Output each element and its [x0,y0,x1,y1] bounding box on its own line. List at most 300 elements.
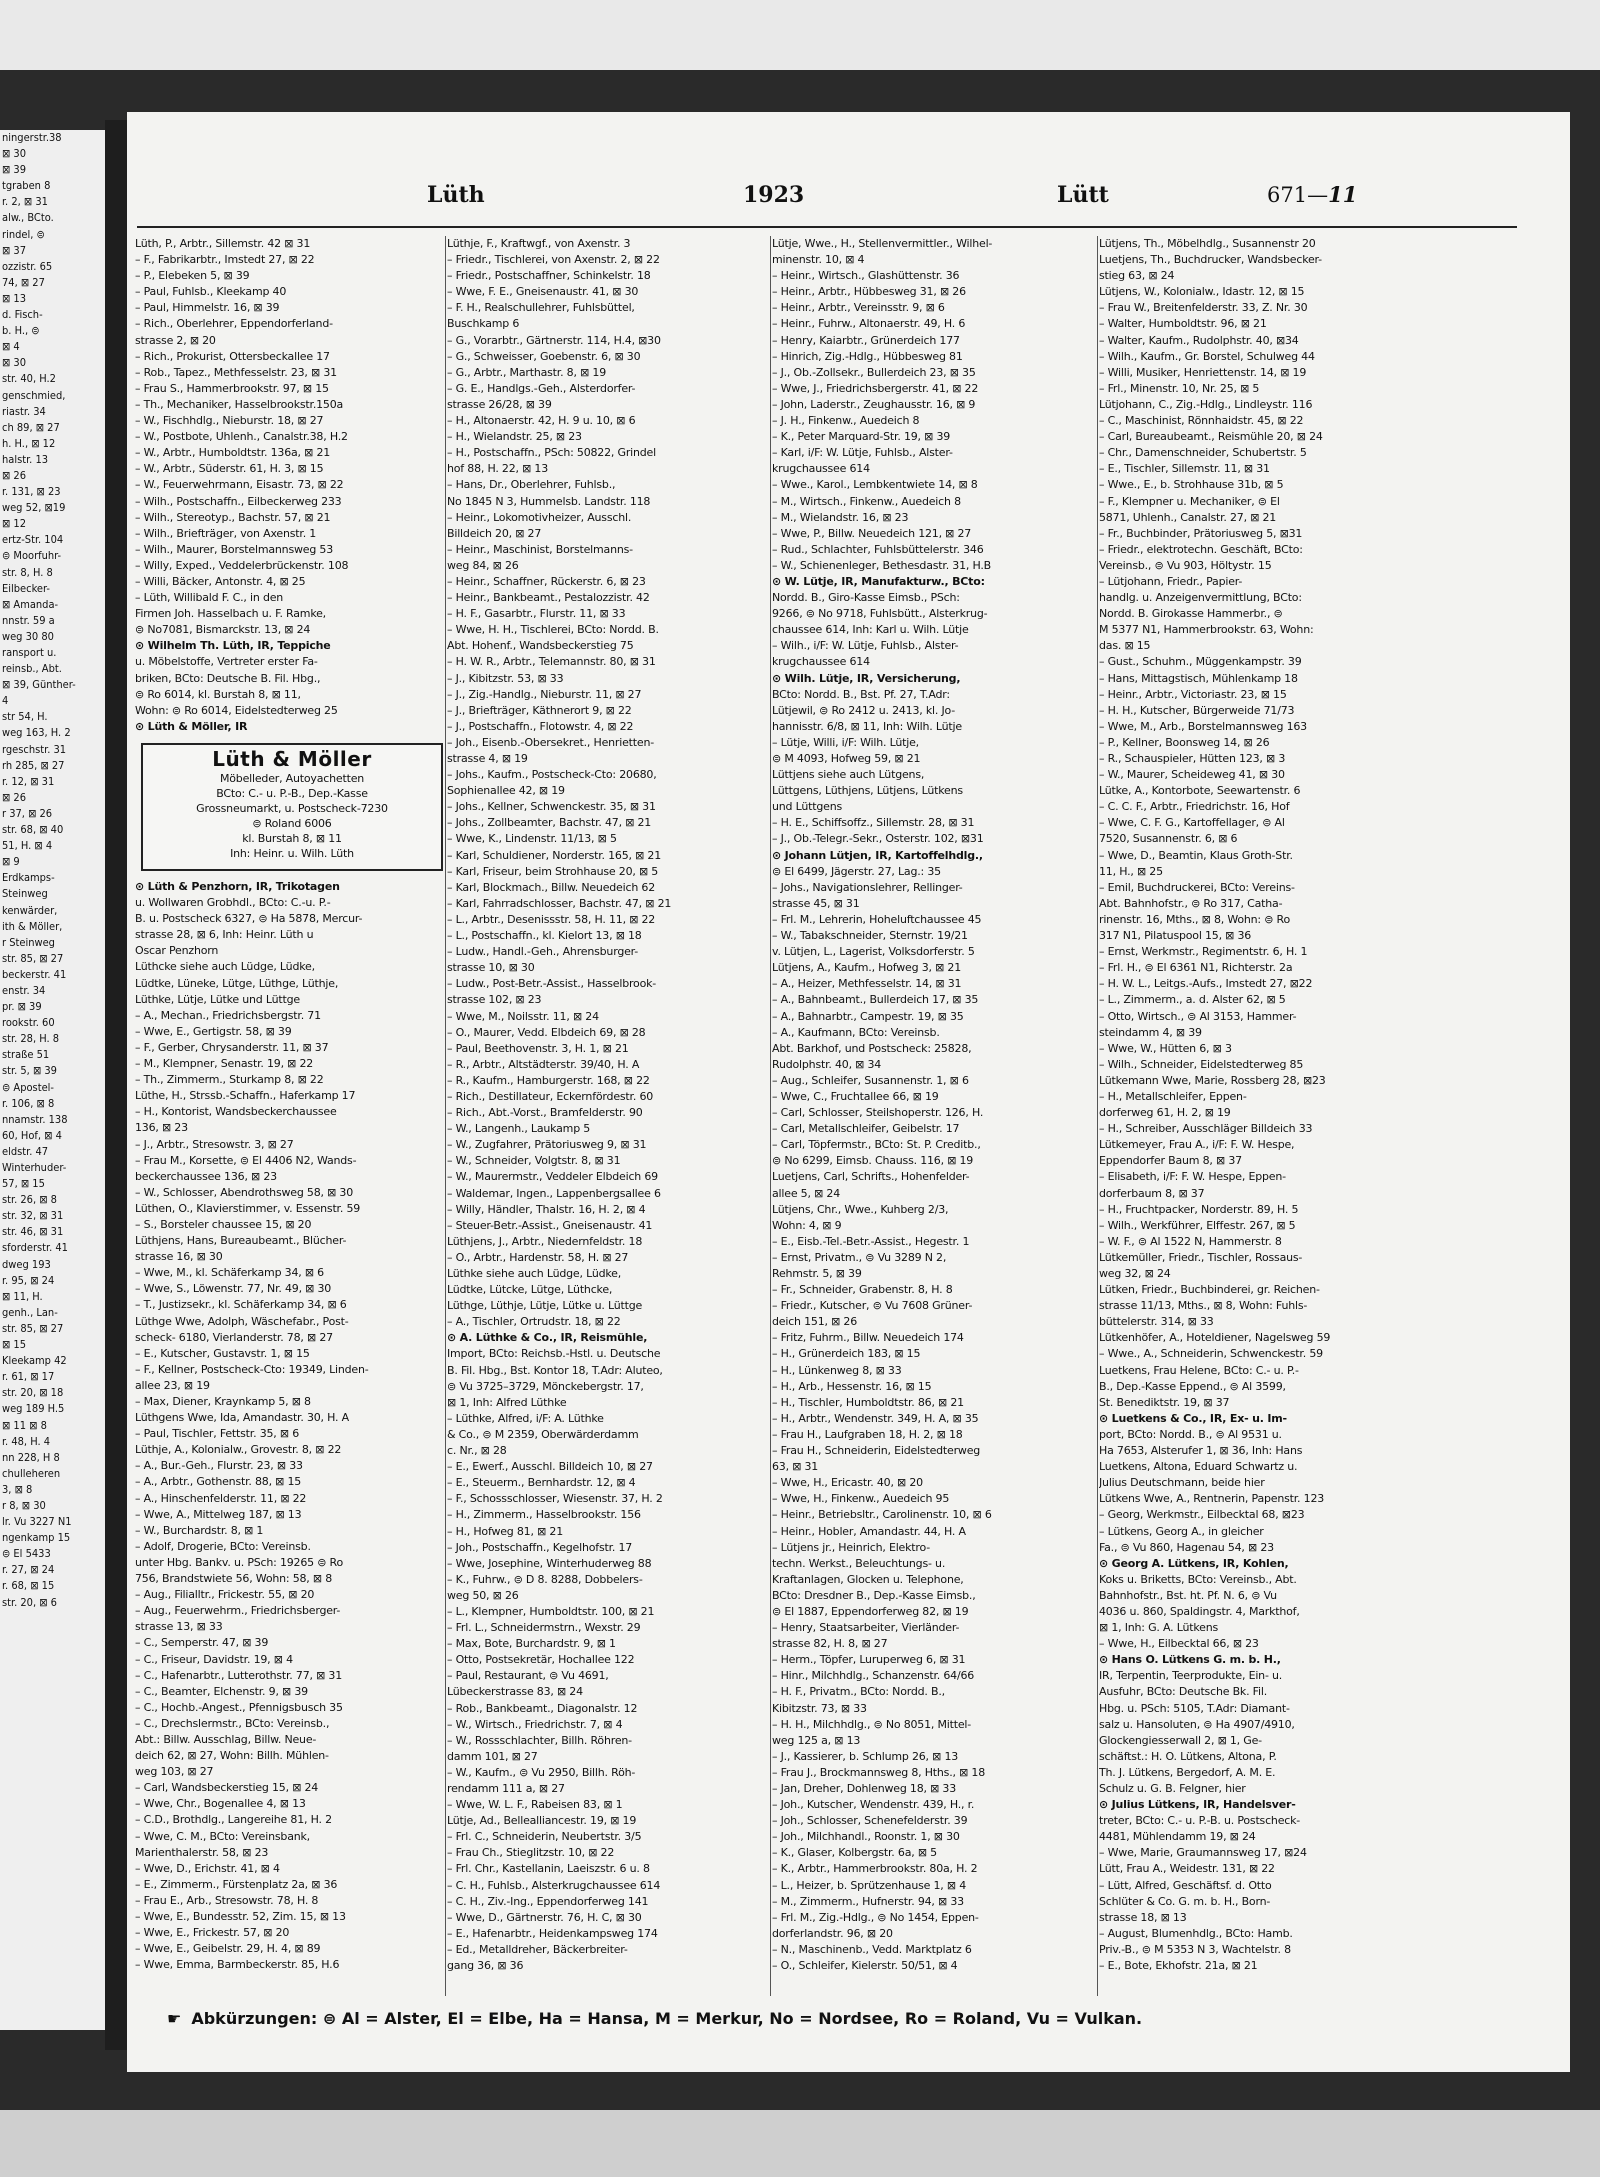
directory-entry-line: – Heinr., Arbtr., Vereinsstr. 9, ⊠ 6 [772,301,945,315]
directory-entry-line: Lüthjens, Hans, Bureaubeamt., Blücher- [135,1234,347,1248]
left-page-fragment: ⊠ Amanda- [2,597,59,611]
directory-entry-line: krugchaussee 614 [772,655,870,669]
directory-entry-line: – Frl. M., Lehrerin, Hoheluftchaussee 45 [772,912,982,926]
left-page-fragment: straße 51 [2,1048,50,1062]
directory-entry-line: – H., Metallschleifer, Eppen- [1099,1089,1247,1103]
directory-entry-line: – W., Rossschlachter, Billh. Röhren- [447,1733,632,1747]
directory-entry-line: – R., Schauspieler, Hütten 123, ⊠ 3 [1099,752,1286,765]
directory-entry-line: – Heinr., Arbtr., Hübbesweg 31, ⊠ 26 [772,285,966,299]
directory-entry-line: – Paul, Fuhlsb., Kleekamp 40 [135,285,287,299]
directory-entry-line: – Friedr., Postschaffner, Schinkelstr. 18 [447,269,651,283]
directory-entry-line: – H., Wielandstr. 25, ⊠ 23 [447,430,582,444]
directory-entry-line: büttelerstr. 314, ⊠ 33 [1099,1315,1214,1329]
directory-entry-line: ⊜ M 4093, Hofweg 59, ⊠ 21 [772,752,921,765]
directory-entry-line: – Ludw., Handl.-Geh., Ahrensburger- [447,945,639,959]
left-page-fragment: alw., BCto. [2,211,54,225]
directory-entry-line: – Wwe, P., Billw. Neuedeich 121, ⊠ 27 [772,526,972,540]
page-number: 671—11 [1267,182,1358,207]
directory-entry-line: 4036 u. 860, Spaldingstr. 4, Markthof, [1099,1604,1300,1618]
left-page-fragment: str. 32, ⊠ 31 [2,1209,64,1223]
directory-entry-line: Ausfuhr, BCto: Deutsche Bk. Fil. [1099,1685,1268,1699]
directory-entry-line: & Co., ⊜ M 2359, Oberwärderdamm [447,1427,639,1441]
directory-entry-line: – Wwe, D., Gärtnerstr. 76, H. C, ⊠ 30 [447,1910,642,1924]
directory-entry-line: ⊙ Wilh. Lütje, IR, Versicherung, [772,671,961,685]
left-page-fragment: 57, ⊠ 15 [2,1177,45,1191]
directory-entry-line: scheck- 6180, Vierlanderstr. 78, ⊠ 27 [135,1330,333,1344]
directory-entry-line: Lüth, P., Arbtr., Sillemstr. 42 ⊠ 31 [135,237,311,250]
directory-entry-line: – Wwe, Josephine, Winterhuderweg 88 [447,1556,652,1570]
left-page-fragment: str. 20, ⊠ 6 [2,1595,57,1609]
directory-entry-line: – Karl, Blockmach., Billw. Neuedeich 62 [447,880,655,894]
directory-entry-line: gang 36, ⊠ 36 [447,1959,524,1973]
directory-entry-line: ⊙ Julius Lütkens, IR, Handelsver- [1099,1798,1296,1812]
left-page-fragment: r. 48, H. 4 [2,1434,51,1448]
directory-entry-line: – K., Glaser, Kolbergstr. 6a, ⊠ 5 [772,1846,937,1860]
directory-entry-line: – Frl. C., Schneiderin, Neubertstr. 3/5 [447,1830,642,1844]
directory-entry-line: Lütjewil, ⊜ Ro 2412 u. 2413, kl. Jo- [772,703,956,717]
directory-entry-line: ⊜ Vu 3725–3729, Mönckebergstr. 17, [447,1379,644,1393]
left-page-fragment: nnstr. 59 a [2,613,55,627]
directory-entry-line: – Karl, Friseur, beim Strohhause 20, ⊠ 5 [447,864,659,878]
left-page-fragment: ngenkamp 15 [2,1531,71,1545]
directory-entry-line: – J., Kibitzstr. 53, ⊠ 33 [447,671,564,685]
directory-entry-line: – C., Semperstr. 47, ⊠ 39 [135,1636,269,1650]
directory-entry-line: – E., Zimmerm., Fürstenplatz 2a, ⊠ 36 [135,1877,338,1891]
directory-entry-line: – Wwe, C. F. G., Kartoffellager, ⊜ Al [1099,816,1285,830]
left-page-fragment: weg 163, H. 2 [2,726,71,740]
directory-entry-line: – H. F., Gasarbtr., Flurstr. 11, ⊠ 33 [447,607,626,621]
directory-entry-line: IR, Terpentin, Teerprodukte, Ein- u. [1099,1669,1283,1683]
directory-entry-line: – M., Zimmerm., Hufnerstr. 94, ⊠ 33 [772,1894,964,1908]
directory-entry-line: treter, BCto: C.- u. P.-B. u. Postscheck- [1099,1814,1301,1828]
directory-entry-line: ⊜ No 6299, Eimsb. Chauss. 116, ⊠ 19 [772,1154,974,1168]
left-page-fragment: r. 106, ⊠ 8 [2,1096,55,1110]
directory-entry-line: – L., Arbtr., Desenissstr. 58, H. 11, ⊠ 22 [447,912,656,926]
directory-entry-line: – Wwe, H., Ericastr. 40, ⊠ 20 [772,1476,923,1490]
directory-entry-line: Bahnhofstr., Bst. ht. Pf. N. 6, ⊜ Vu [1099,1588,1277,1602]
directory-entry-line: Buschkamp 6 [447,317,520,331]
directory-entry-line: – C., Beamter, Elchenstr. 9, ⊠ 39 [135,1684,308,1698]
directory-entry-line: – Otto, Postsekretär, Hochallee 122 [447,1653,635,1667]
directory-entry-line: – Frau H., Schneiderin, Eidelstedterweg [772,1444,981,1458]
left-page-fragment: r 37, ⊠ 26 [2,806,53,820]
directory-column-2 [447,236,770,1976]
directory-entry-line: ⊙ Georg A. Lütkens, IR, Kohlen, [1099,1556,1289,1570]
directory-entry-line: – A., Bur.-Geh., Flurstr. 23, ⊠ 33 [135,1459,303,1473]
directory-entry-line: 63, ⊠ 31 [772,1460,819,1474]
directory-entry-line: – W., Fischhdlg., Nieburstr. 18, ⊠ 27 [135,414,324,428]
directory-entry-line: – Wwe, E., Bundesstr. 52, Zim. 15, ⊠ 13 [135,1910,346,1923]
directory-entry-line: Lütkens Wwe, A., Rentnerin, Papenstr. 123 [1099,1492,1325,1506]
directory-entry-line: – Aug., Schleifer, Susannenstr. 1, ⊠ 6 [772,1073,969,1087]
left-page-fragment: Kleekamp 42 [2,1354,67,1368]
directory-entry-line: 317 N1, Pilatuspool 15, ⊠ 36 [1099,929,1252,943]
directory-entry-line: – C.D., Brothdlg., Langereihe 81, H. 2 [135,1813,332,1827]
directory-entry-line: – Fr., Schneider, Grabenstr. 8, H. 8 [772,1283,953,1297]
directory-entry-line: Lübeckerstrasse 83, ⊠ 24 [447,1685,583,1699]
directory-entry-line: – Wilh., Maurer, Borstelmannsweg 53 [135,542,334,556]
directory-entry-line: Lüthge Wwe, Adolph, Wäschefabr., Post- [135,1314,349,1328]
left-page-fragment: kenwärder, [2,903,58,917]
directory-entry-line: – Wwe, Emma, Barmbeckerstr. 85, H.6 [135,1958,340,1972]
directory-entry-line: Lüthje, A., Kolonialw., Grovestr. 8, ⊠ 22 [135,1443,342,1457]
directory-entry-line: Lüthe, H., Strssb.-Schaffn., Haferkamp 17 [135,1089,356,1103]
directory-entry-line: – Wilh., Stereotyp., Bachstr. 57, ⊠ 21 [135,510,331,524]
directory-entry-line: Lüthge, Lüthje, Lütje, Lütke u. Lüttge [447,1299,643,1313]
directory-entry-line: – Lütkens, Georg A., in gleicher [1099,1524,1264,1538]
header-right-keyword: Lütt [1057,182,1109,208]
directory-entry-line: – August, Blumenhdlg., BCto: Hamb. [1099,1926,1293,1940]
header-year: 1923 [743,182,805,208]
directory-entry-line: – Wwe, M., Noilsstr. 11, ⊠ 24 [447,1009,599,1023]
directory-entry-line: – A., Mechan., Friedrichsbergstr. 71 [135,1008,321,1022]
directory-entry-line: – Joh., Schlosser, Schenefelderstr. 39 [772,1814,968,1828]
directory-entry-line: – Joh., Postschaffn., Kegelhofstr. 17 [447,1540,633,1554]
directory-entry-line [135,1973,453,1976]
directory-entry-line: – Frl., Minenstr. 10, Nr. 25, ⊠ 5 [1099,381,1260,395]
directory-entry-line: – H., Kontorist, Wandsbeckerchaussee [135,1105,337,1119]
directory-entry-line: steindamm 4, ⊠ 39 [1099,1025,1202,1039]
directory-entry-line: dorferweg 61, H. 2, ⊠ 19 [1099,1106,1231,1120]
directory-entry-line: – C., Drechslermstr., BCto: Vereinsb., [135,1716,330,1730]
left-page-fragment: str. 85, ⊠ 27 [2,951,64,965]
left-page-fragment: ⊠ 15 [2,1338,27,1352]
directory-entry-line: – Ed., Metalldreher, Bäckerbreiter- [447,1942,628,1956]
left-page-fragment: str. 20, ⊠ 18 [2,1386,64,1400]
directory-entry-line: das. ⊠ 15 [1099,639,1151,653]
column-divider [1097,236,1098,1996]
left-page-fragment: ⊠ 11 ⊠ 8 [2,1418,47,1432]
directory-entry-line: Lütjohann, C., Zig.-Hdlg., Lindleystr. 116 [1099,397,1313,411]
directory-entry-line: Lüthke, Lütje, Lütke und Lüttge [135,992,300,1006]
directory-entry-line: – Walter, Humboldtstr. 96, ⊠ 21 [1099,317,1267,331]
directory-entry-line: ⊙ W. Lütje, IR, Manufakturw., BCto: [772,574,985,588]
directory-entry-line: weg 32, ⊠ 24 [1099,1267,1171,1280]
scan-top-margin [0,0,1600,70]
directory-entry-line: – J., Ob.-Zollsekr., Bullerdeich 23, ⊠ 35 [772,365,976,379]
left-page-fragment: r Steinweg [2,935,55,949]
directory-entry-line: – Wwe., Karol., Lembkentwiete 14, ⊠ 8 [772,478,978,492]
directory-entry-line: – H. H., Milchhdlg., ⊜ No 8051, Mittel- [772,1717,972,1731]
left-page-fragment: pr. ⊠ 39 [2,1000,42,1014]
directory-entry-line: Oscar Penzhorn [135,944,219,958]
directory-entry-line: – E., Hafenarbtr., Heidenkampsweg 174 [447,1926,658,1940]
header-left-keyword: Lüth [427,182,485,208]
directory-entry-line: ⊙ A. Lüthke & Co., IR, Reismühle, [447,1331,648,1345]
directory-entry-line: Lüdtke, Lütcke, Lütge, Lüthcke, [447,1283,613,1297]
directory-entry-line: – F., Kellner, Postscheck-Cto: 19349, Linden- [135,1362,369,1376]
header-rule [137,226,1517,228]
left-page-fragment: weg 52, ⊠19 [2,501,66,515]
directory-entry-line: – Rich., Oberlehrer, Eppendorferland- [135,317,333,331]
directory-entry-line: Marienthalerstr. 58, ⊠ 23 [135,1845,269,1859]
directory-entry-line: – A., Heizer, Methfesselstr. 14, ⊠ 31 [772,977,962,991]
directory-entry-line: – Wwe, W. L. F., Rabeisen 83, ⊠ 1 [447,1798,623,1812]
directory-entry-line: B., Dep.-Kasse Eppend., ⊜ Al 3599, [1099,1379,1286,1393]
directory-entry-line: – H., Hofweg 81, ⊠ 21 [447,1524,563,1538]
directory-entry-line: Lütken, Friedr., Buchbinderei, gr. Reichen- [1099,1283,1320,1297]
directory-entry-line: – H. W. R., Arbtr., Telemannstr. 80, ⊠ 31 [447,655,656,669]
directory-entry-line: – C., Hochb.-Angest., Pfennigsbusch 35 [135,1700,343,1714]
directory-entry-line: – P., Elebeken 5, ⊠ 39 [135,269,250,283]
directory-entry-line: allee 23, ⊠ 19 [135,1378,210,1392]
directory-entry-line: – L., Zimmerm., a. d. Alster 62, ⊠ 5 [1099,993,1286,1007]
directory-entry-line: Lüdtke, Lüneke, Lütge, Lüthge, Lüthje, [135,976,339,990]
directory-entry-line: – Heinr., Maschinist, Borstelmanns- [447,542,633,556]
directory-entry-line: – J., Kassierer, b. Schlump 26, ⊠ 13 [772,1749,959,1763]
left-page-fragment: r 8, ⊠ 30 [2,1498,46,1512]
directory-entry-line: Lüttgens, Lüthjens, Lütjens, Lütkens [772,784,963,798]
directory-entry-line: – G. E., Handlgs.-Geh., Alsterdorfer- [447,381,636,395]
directory-entry-line: Lütkemüller, Friedr., Tischler, Rossaus- [1099,1250,1303,1264]
left-page-fragment: ningerstr.38 [2,131,62,144]
left-page-fragment: 51, H. ⊠ 4 [2,839,53,853]
directory-entry-line: – Wwe, Marie, Graumannsweg 17, ⊠24 [1099,1846,1307,1860]
directory-entry-line: – Wwe, D., Erichstr. 41, ⊠ 4 [135,1861,280,1875]
directory-entry-line: dorferbaum 8, ⊠ 37 [1099,1186,1205,1200]
directory-entry-line: strasse 16, ⊠ 30 [135,1250,223,1264]
directory-entry-line: – Rich., Prokurist, Ottersbeckallee 17 [135,349,330,363]
left-page-fragment: r. 27, ⊠ 24 [2,1563,55,1577]
directory-entry-line: – Joh., Eisenb.-Obersekret., Henrietten- [447,735,655,749]
directory-entry-line: – Ernst, Privatm., ⊜ Vu 3289 N 2, [772,1250,947,1264]
directory-entry-line: – K., Fuhrw., ⊜ D 8. 8288, Dobbelers- [447,1572,643,1586]
directory-entry-line: – M., Wielandstr. 16, ⊠ 23 [772,510,909,524]
directory-entry-line: – M., Wirtsch., Finkenw., Auedeich 8 [772,494,961,508]
directory-entry-line: – Carl, Töpfermstr., BCto: St. P. Creditb., [772,1138,981,1152]
directory-entry-line: – Max, Bote, Burchardstr. 9, ⊠ 1 [447,1637,616,1651]
directory-entry-line: – L., Postschaffn., kl. Kielort 13, ⊠ 18 [447,929,642,943]
directory-entry-line: – Heinr., Wirtsch., Glashüttenstr. 36 [772,269,960,283]
left-page-fragment: str. 68, ⊠ 40 [2,823,64,837]
directory-entry-line: ⊠ 1, Inh: G. A. Lütkens [1099,1621,1219,1635]
directory-entry-line: Lüthje, F., Kraftwgf., von Axenstr. 3 [447,237,631,250]
directory-page [127,112,1570,2072]
directory-entry-line: – W., Burchardstr. 8, ⊠ 1 [135,1523,264,1537]
directory-entry-line: Lüthjens, J., Arbtr., Niedernfeldstr. 18 [447,1234,643,1248]
directory-entry-line: weg 84, ⊠ 26 [447,558,519,572]
directory-entry-line: – K., Peter Marquard-Str. 19, ⊠ 39 [772,430,951,444]
scan-bottom-margin [0,2110,1600,2177]
directory-entry-line: – Wwe., E., b. Strohhause 31b, ⊠ 5 [1099,478,1284,492]
pointing-hand-icon: ☛ [167,2009,182,2028]
left-page-fragment: b. H., ⊜ [2,324,40,338]
left-page-fragment: d. Fisch- [2,308,43,322]
directory-entry-line: Koks u. Briketts, BCto: Vereinsb., Abt. [1099,1572,1297,1586]
left-page-fragment: ith & Möller, [2,919,63,933]
directory-entry-line: Abt. Bahnhofstr., ⊜ Ro 317, Catha- [1099,896,1283,910]
directory-entry-line: Julius Deutschmann, beide hier [1099,1476,1265,1490]
directory-entry-line: – W., Arbtr., Süderstr. 61, H. 3, ⊠ 15 [135,462,324,476]
directory-entry-line: B. u. Postscheck 6327, ⊜ Ha 5878, Mercur- [135,912,363,926]
directory-entry-line: – Carl, Wandsbeckerstieg 15, ⊠ 24 [135,1781,319,1795]
directory-entry-line: ⊜ El 1887, Eppendorferweg 82, ⊠ 19 [772,1604,969,1618]
directory-entry-line: – Wilh., Postschaffn., Eilbeckerweg 233 [135,494,342,508]
directory-entry-line: – Rich., Abt.-Vorst., Bramfelderstr. 90 [447,1106,643,1120]
directory-entry-line: ⊜ El 6499, Jägerstr. 27, Lag.: 35 [772,864,941,878]
directory-entry-line: – Frau H., Laufgraben 18, H. 2, ⊠ 18 [772,1427,963,1441]
directory-entry-line: – Th., Mechaniker, Hasselbrookstr.150a [135,397,344,411]
directory-entry-line: – Frau Ch., Stieglitzstr. 10, ⊠ 22 [447,1846,615,1860]
left-page-fragment: dweg 193 [2,1257,51,1271]
left-page-fragment: str. 85, ⊠ 27 [2,1321,64,1335]
directory-entry-line: – Wwe., A., Schneiderin, Schwenckestr. 59 [1099,1347,1323,1361]
directory-entry-line: Lütje, Ad., Bellealliancestr. 19, ⊠ 19 [447,1814,637,1828]
left-page-fragment: sforderstr. 41 [2,1241,68,1255]
directory-entry-line: – Wwe, E., Gertigstr. 58, ⊠ 39 [135,1024,292,1038]
directory-entry-line: handlg. u. Anzeigenvermittlung, BCto: [1099,591,1302,605]
directory-entry-line: – Paul, Tischler, Fettstr. 35, ⊠ 6 [135,1427,299,1441]
directory-entry-line: – Hans, Mittagstisch, Mühlenkamp 18 [1099,671,1298,685]
directory-entry-line: ⊙ Hans O. Lütkens G. m. b. H., [1099,1653,1281,1667]
directory-entry-line: – Wilh., Kaufm., Gr. Borstel, Schulweg 44 [1099,349,1315,363]
directory-entry-line: – J., Arbtr., Stresowstr. 3, ⊠ 27 [135,1137,294,1151]
directory-entry-line: – W., Arbtr., Humboldtstr. 136a, ⊠ 21 [135,446,331,460]
directory-entry-line: – Wwe, E., Geibelstr. 29, H. 4, ⊠ 89 [135,1942,321,1956]
directory-entry-line: weg 50, ⊠ 26 [447,1588,519,1602]
left-page-fragment: ⊠ 30 [2,147,27,161]
directory-entry-line: – Fr., Buchbinder, Prätoriusweg 5, ⊠31 [1099,526,1303,540]
directory-entry-line: ⊜ Ro 6014, kl. Burstah 8, ⊠ 11, [135,687,301,701]
directory-entry-line: – O., Arbtr., Hardenstr. 58, H. ⊠ 27 [447,1250,629,1264]
directory-entry-line: – Frl. H., ⊜ El 6361 N1, Richterstr. 2a [1099,961,1293,975]
directory-entry-line: – A., Kaufmann, BCto: Vereinsb. [772,1025,940,1039]
directory-entry-line: St. Benediktstr. 19, ⊠ 37 [1099,1395,1230,1409]
directory-entry-line: – Gust., Schuhm., Müggenkampstr. 39 [1099,655,1302,669]
left-page-fragment: str. 40, H.2 [2,372,56,386]
left-page-fragment: r. 68, ⊠ 15 [2,1579,55,1593]
directory-column-1 [135,236,453,1976]
directory-entry-line: Rudolphstr. 40, ⊠ 34 [772,1057,882,1071]
directory-entry-line: – O., Maurer, Vedd. Elbdeich 69, ⊠ 28 [447,1025,646,1039]
directory-entry-line: – Lütjens jr., Heinrich, Elektro- [772,1540,930,1554]
left-page-fragment: Eilbecker- [2,581,50,595]
left-page-fragment: 60, Hof, ⊠ 4 [2,1128,62,1142]
directory-entry-line: – Friedr., elektrotechn. Geschäft, BCto: [1099,542,1303,556]
directory-entry-line: strasse 82, H. 8, ⊠ 27 [772,1637,888,1651]
left-page-fragment: ⊠ 26 [2,468,27,482]
directory-entry-line: strasse 18, ⊠ 13 [1099,1910,1187,1924]
directory-entry-line: – Heinr., Bankbeamt., Pestalozzistr. 42 [447,591,650,605]
directory-entry-line: Kibitzstr. 73, ⊠ 33 [772,1701,867,1715]
directory-entry-line: Hbg. u. PSch: 5105, T.Adr: Diamant- [1099,1701,1290,1715]
directory-entry-line: – Ludw., Post-Betr.-Assist., Hasselbrook- [447,977,657,991]
directory-entry-line: – Wwe, J., Friedrichsbergerstr. 41, ⊠ 22 [772,381,979,395]
directory-entry-line: – J., Zig.-Handlg., Nieburstr. 11, ⊠ 27 [447,687,642,701]
directory-entry-line: Luetjens, Carl, Schrifts., Hohenfelder- [772,1170,970,1184]
directory-entry-line: Firmen Joh. Hasselbach u. F. Ramke, [135,607,326,621]
directory-entry-line: rendamm 111 a, ⊠ 27 [447,1782,565,1795]
directory-entry-line: – C., Hafenarbtr., Lutterothstr. 77, ⊠ 31 [135,1668,342,1682]
directory-entry-line: Lütt, Frau A., Weidestr. 131, ⊠ 22 [1099,1862,1275,1876]
directory-entry-line: strasse 4, ⊠ 19 [447,752,528,765]
directory-entry-line: – Paul, Restaurant, ⊜ Vu 4691, [447,1669,609,1683]
directory-entry-line: – F., Gerber, Chrysanderstr. 11, ⊠ 37 [135,1040,329,1054]
abbreviations-footer [167,2009,1467,2028]
directory-entry-line: Wohn: 4, ⊠ 9 [772,1218,842,1232]
directory-entry-line: techn. Werkst., Beleuchtungs- u. [772,1556,946,1570]
directory-entry-line: Luetjens, Th., Buchdrucker, Wandsbecker- [1099,253,1322,267]
directory-entry-line: Glockengiesserwall 2, ⊠ 1, Ge- [1099,1733,1262,1747]
directory-entry-line: – Wilh., Schneider, Eidelstedterweg 85 [1099,1057,1304,1071]
directory-entry-line: Lüthen, O., Klavierstimmer, v. Essenstr. 59 [135,1201,361,1215]
directory-entry-line: – Wwe, S., Löwenstr. 77, Nr. 49, ⊠ 30 [135,1282,332,1296]
directory-entry-line: Abt. Barkhof, und Postscheck: 25828, [772,1041,972,1055]
directory-entry-line: – Heinr., Arbtr., Victoriastr. 23, ⊠ 15 [1099,687,1287,701]
directory-entry-line: – P., Kellner, Boonsweg 14, ⊠ 26 [1099,735,1270,749]
directory-entry-line: – Heinr., Betriebsltr., Carolinenstr. 10, ⊠ 6 [772,1508,992,1522]
directory-entry-line: – G., Arbtr., Marthastr. 8, ⊠ 19 [447,365,606,379]
left-page-fragment: eldstr. 47 [2,1144,49,1158]
directory-entry-line: – W., Wirtsch., Friedrichstr. 7, ⊠ 4 [447,1717,623,1731]
left-page-fragment: str. 28, H. 8 [2,1032,60,1046]
left-page-fragment: ransport u. [2,646,57,659]
directory-entry-line: Lütjens, Th., Möbelhdlg., Susannenstr 20 [1099,237,1316,250]
directory-entry-line: Luetkens, Altona, Eduard Schwartz u. [1099,1460,1298,1474]
directory-entry-line: – W., Schlosser, Abendrothsweg 58, ⊠ 30 [135,1185,354,1199]
directory-entry-line: – Friedr., Kutscher, ⊜ Vu 7608 Grüner- [772,1299,973,1313]
directory-entry-line: – H., Arb., Hessenstr. 16, ⊠ 15 [772,1379,932,1393]
directory-entry-line: – W., Zugfahrer, Prätoriusweg 9, ⊠ 31 [447,1138,647,1152]
directory-entry-line: stieg 63, ⊠ 24 [1099,269,1175,283]
directory-entry-line: ⊠ 1, Inh: Alfred Lüthke [447,1395,567,1409]
directory-entry-line: – Karl, i/F: W. Lütje, Fuhlsb., Alster- [772,446,953,460]
directory-entry-line: strasse 10, ⊠ 30 [447,961,535,975]
left-page-edge [0,130,107,2030]
left-page-fragment: reinsb., Abt. [2,662,62,676]
directory-entry-line: – Rich., Destillateur, Eckernfördestr. 60 [447,1089,654,1103]
directory-entry-line [1099,1974,1422,1976]
left-page-fragment: 4 [2,694,9,708]
directory-entry-line: – Wilh., Werkführer, Elffestr. 267, ⊠ 5 [1099,1218,1296,1232]
directory-entry-line: – R., Arbtr., Altstädterstr. 39/40, H. A [447,1057,640,1071]
directory-entry-line: strasse 13, ⊠ 33 [135,1620,223,1634]
directory-entry-line: – T., Justizsekr., kl. Schäferkamp 34, ⊠ 6 [135,1298,347,1312]
directory-entry-line: – Wwe, Chr., Bogenallee 4, ⊠ 13 [135,1797,306,1811]
directory-entry-line: – Adolf, Drogerie, BCto: Vereinsb. [135,1539,311,1553]
directory-entry-line: port, BCto: Nordd. B., ⊜ Al 9531 u. [1099,1427,1282,1441]
directory-entry-line: – H., Schreiber, Ausschläger Billdeich 33 [1099,1122,1313,1136]
directory-entry-line: – W., Tabakschneider, Sternstr. 19/21 [772,929,968,943]
directory-entry-line: – John, Laderstr., Zeughausstr. 16, ⊠ 9 [772,397,976,411]
directory-entry-line: ⊙ Johann Lütjen, IR, Kartoffelhdlg., [772,848,983,862]
left-page-fragment: Winterhuder- [2,1161,67,1174]
directory-entry-line: – Wwe, D., Beamtin, Klaus Groth-Str. [1099,848,1293,862]
directory-entry-line: – C., Friseur, Davidstr. 19, ⊠ 4 [135,1652,293,1666]
left-page-fragment: ch 89, ⊠ 27 [2,420,60,434]
directory-entry-line: 7520, Susannenstr. 6, ⊠ 6 [1099,832,1238,846]
directory-entry-line: hof 88, H. 22, ⊠ 13 [447,462,549,476]
directory-entry-line: – H., Tischler, Humboldtstr. 86, ⊠ 21 [772,1395,964,1409]
left-page-fragment: ⊠ 13 [2,291,27,305]
directory-entry-line: – Frau J., Brockmannsweg 8, Hths., ⊠ 18 [772,1765,986,1779]
directory-entry-line: Lütjens, A., Kaufm., Hofweg 3, ⊠ 21 [772,961,961,975]
left-page-fragment: lr. Vu 3227 N1 [2,1515,72,1529]
directory-entry-line: – Herm., Töpfer, Luruperweg 6, ⊠ 31 [772,1653,966,1667]
left-page-fragment: ⊠ 39 [2,163,27,177]
left-page-fragment: ⊠ 9 [2,855,20,869]
directory-entry-line: – F., Klempner u. Mechaniker, ⊜ El [1099,494,1280,508]
directory-entry-line: – Johs., Kaufm., Postscheck-Cto: 20680, [447,768,657,782]
directory-entry-line: – Lüthke, Alfred, i/F: A. Lüthke [447,1411,604,1425]
left-page-fragment: riastr. 34 [2,404,46,418]
directory-entry-line: 5871, Uhlenh., Canalstr. 27, ⊠ 21 [1099,510,1277,524]
directory-entry-line: – K., Arbtr., Hammerbrookstr. 80a, H. 2 [772,1862,978,1876]
directory-column-4 [1099,236,1422,1976]
directory-entry-line: – Aug., Filialltr., Frickestr. 55, ⊠ 20 [135,1588,315,1602]
directory-entry-line: strasse 28, ⊠ 6, Inh: Heinr. Lüth u [135,928,314,942]
directory-entry-line: deich 62, ⊠ 27, Wohn: Billh. Mühlen- [135,1749,329,1763]
